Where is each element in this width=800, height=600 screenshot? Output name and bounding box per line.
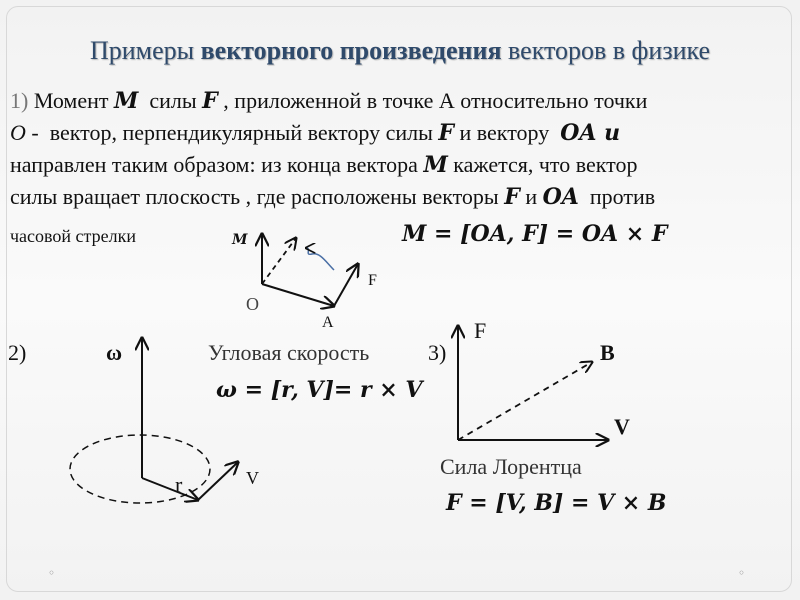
angular-velocity-formula: ω = [r, V]= r × V — [216, 377, 423, 403]
title-part: векторов в физике — [501, 36, 711, 65]
title-emphasis: векторного произведения — [200, 36, 502, 65]
lorentz-caption: Сила Лорентца — [440, 454, 582, 479]
diagram-label-f: F — [368, 272, 377, 289]
diagram-label-m: M — [232, 232, 248, 248]
text: Момент — [33, 88, 114, 113]
section-number: 2) — [8, 340, 27, 365]
moment-diagram — [262, 234, 358, 306]
section-number: 3) — [428, 340, 447, 365]
velocity-label: V — [614, 414, 630, 439]
symbol: OA — [542, 184, 579, 210]
text: кажется, что вектор — [447, 152, 638, 177]
text: , приложенной в точке А относительно точки — [217, 88, 648, 113]
symbol: M — [114, 88, 139, 114]
text: против — [578, 184, 656, 209]
field-label: B — [600, 340, 615, 365]
radius-arrow — [142, 478, 198, 500]
radius-label: r — [175, 472, 183, 497]
text: - вектор, перпендикулярный вектору силы — [25, 120, 439, 145]
text: и — [519, 184, 543, 209]
symbol: F — [438, 120, 454, 146]
field-arrow — [458, 362, 592, 440]
corner-marker-icon: ◦ — [738, 566, 746, 580]
moment-formula: M = [OA, F] = OA × F — [402, 221, 668, 247]
lorentz-formula: F = [V, B] = V × B — [446, 490, 667, 516]
corner-marker-icon: ◦ — [48, 566, 56, 580]
text: и вектору — [454, 120, 561, 145]
section1-line5: часовой стрелки — [10, 226, 136, 246]
section-number: 1) — [10, 88, 29, 113]
rotation-arrow — [306, 248, 334, 270]
symbol: F — [202, 88, 218, 114]
text: направлен таким образом: из конца вектора — [10, 152, 424, 177]
symbol: OA и — [560, 120, 621, 146]
oa-vector-arrow — [262, 284, 334, 306]
force-label: F — [474, 318, 487, 343]
angular-velocity-diagram — [70, 338, 238, 503]
text: силы — [138, 88, 203, 113]
velocity-label: V — [246, 468, 259, 488]
symbol: O — [10, 120, 26, 145]
text: силы вращает плоскость , где расположены векторы — [10, 184, 505, 209]
velocity-arrow — [198, 462, 238, 500]
lorentz-diagram — [458, 326, 608, 440]
omega-label: ω — [106, 340, 123, 365]
symbol: F — [504, 184, 520, 210]
angular-velocity-caption: Угловая скорость — [208, 340, 370, 365]
force-vector-arrow — [334, 264, 358, 306]
diagram-label-a: A — [322, 314, 334, 331]
rotation-orbit — [70, 435, 210, 503]
symbol: M — [423, 152, 448, 178]
dashed-arrow — [262, 238, 296, 284]
diagram-label-o: O — [246, 294, 259, 314]
title-part: Примеры — [89, 36, 201, 65]
